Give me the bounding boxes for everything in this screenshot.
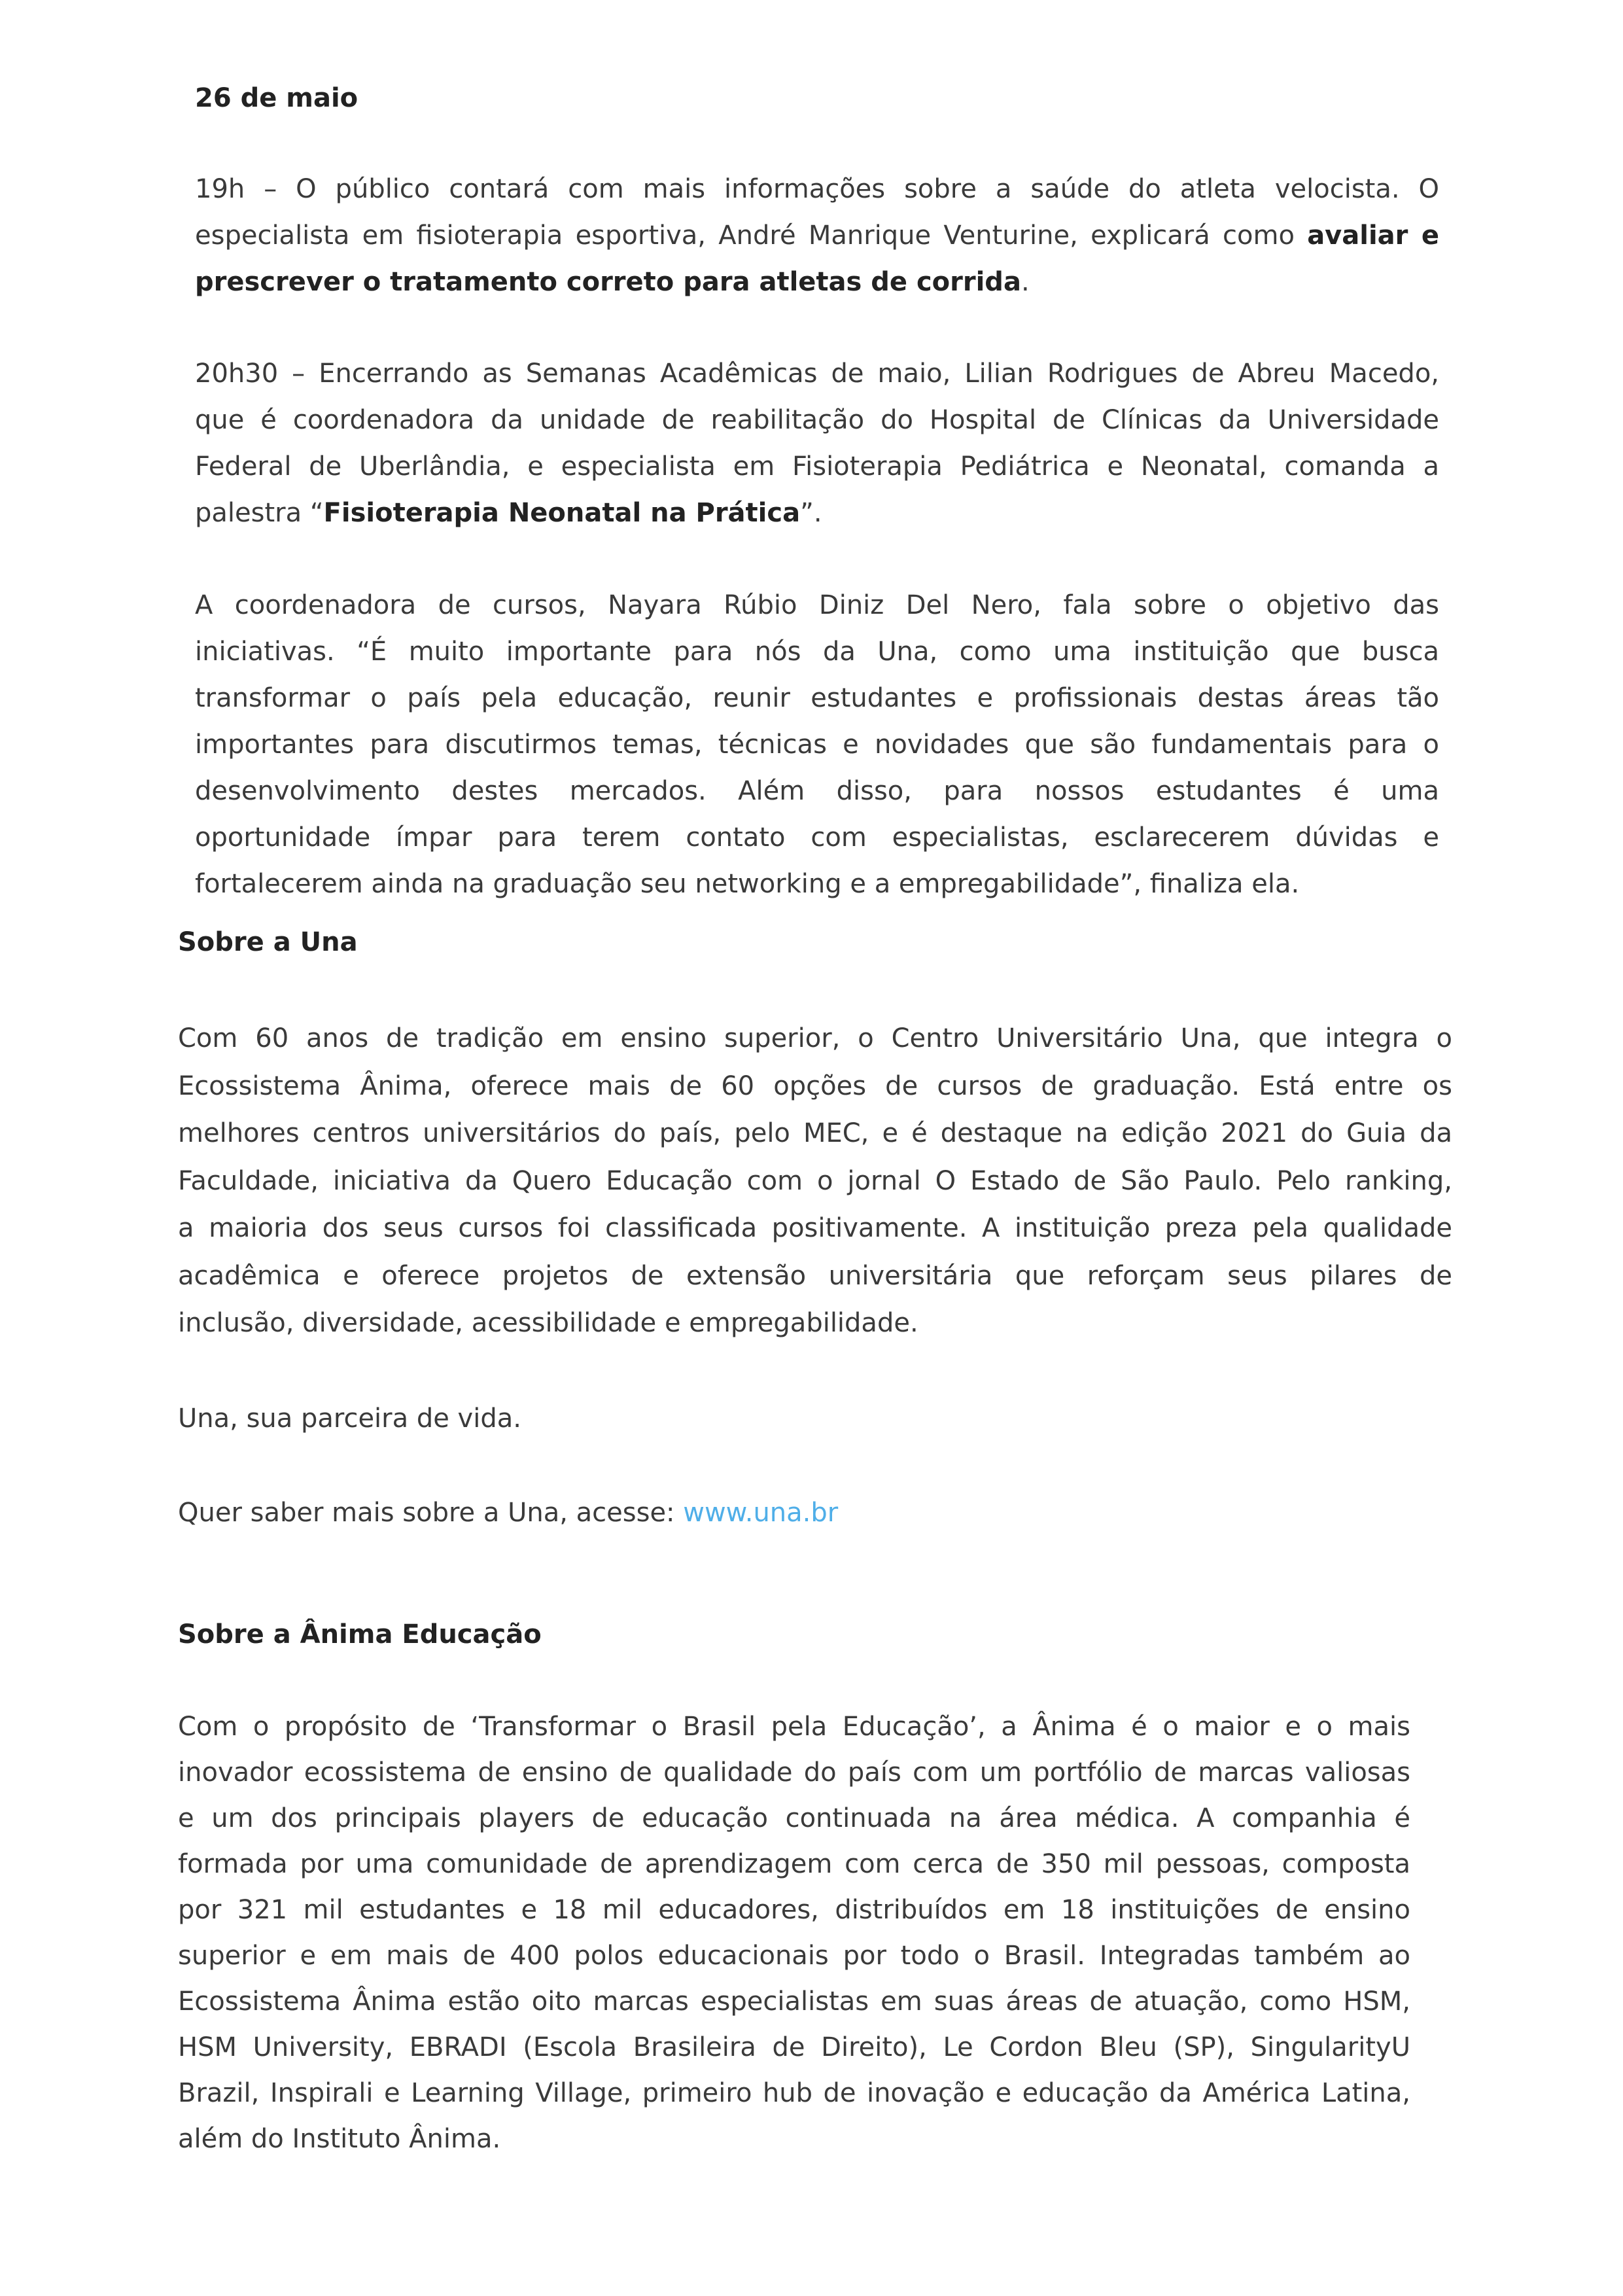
date-heading: 26 de maio — [195, 83, 358, 113]
talk-20h30-paragraph — [195, 351, 1439, 537]
paragraph-line: fortalecerem ainda na graduação seu networking e a empregabilidade”, finaliza ela. — [195, 869, 1300, 899]
paragraph-line: Federal de Uberlândia, e especialista em Fisioterapia Pediátrica e Neonatal, comanda a — [195, 451, 1439, 482]
line-text: . — [1021, 267, 1030, 297]
paragraph-line: Com o propósito de ‘Transformar o Brasil pela Educação’, a Ânima é o maior e o mais — [178, 1712, 1410, 1742]
more-info-text: Quer saber mais sobre a Una, acesse: — [178, 1498, 684, 1528]
paragraph-line: por 321 mil estudantes e 18 mil educadores, distribuídos em 18 instituições de ensino — [178, 1895, 1410, 1925]
paragraph-line: além do Instituto Ânima. — [178, 2124, 501, 2154]
paragraph-line: Brazil, Inspirali e Learning Village, primeiro hub de inovação e educação da América Latina, — [178, 2078, 1410, 2108]
paragraph-line: que é coordenadora da unidade de reabilitação do Hospital de Clínicas da Universidade — [195, 405, 1439, 435]
more-info-line — [178, 1490, 838, 1536]
about-anima-paragraph — [178, 1704, 1410, 2162]
paragraph-line: inclusão, diversidade, acessibilidade e empregabilidade. — [178, 1308, 918, 1338]
paragraph-line: 20h30 – Encerrando as Semanas Acadêmicas de maio, Lilian Rodrigues de Abreu Macedo, — [195, 359, 1439, 389]
paragraph-line: a maioria dos seus cursos foi classificada positivamente. A instituição preza pela qualidade — [178, 1213, 1452, 1243]
paragraph-line: inovador ecossistema de ensino de qualidade do país com um portfólio de marcas valiosas — [178, 1757, 1410, 1788]
line-text: palestra “ — [195, 498, 324, 528]
line-text: ”. — [800, 498, 822, 528]
bold-text: avaliar e — [1307, 221, 1439, 251]
bold-text: prescrever o tratamento correto para atletas de corrida — [195, 267, 1021, 297]
paragraph-line: Com 60 anos de tradição em ensino superior, o Centro Universitário Una, que integra o — [178, 1023, 1452, 1053]
paragraph-line: oportunidade ímpar para terem contato com especialistas, esclarecerem dúvidas e — [195, 822, 1439, 853]
paragraph-line: Ecossistema Ânima, oferece mais de 60 opções de cursos de graduação. Está entre os — [178, 1070, 1452, 1101]
una-slogan: Una, sua parceira de vida. — [178, 1404, 521, 1434]
line-text: especialista em fisioterapia esportiva, André Manrique Venturine, explicará como — [195, 221, 1308, 251]
paragraph-line — [195, 213, 1439, 259]
paragraph-line: Faculdade, iniciativa da Quero Educação com o jornal O Estado de São Paulo. Pelo ranking, — [178, 1165, 1452, 1196]
paragraph-line — [195, 490, 1439, 537]
paragraph-line: HSM University, EBRADI (Escola Brasileira de Direito), Le Cordon Bleu (SP), SingularityU — [178, 2032, 1410, 2062]
paragraph-line: transformar o país pela educação, reunir estudantes e profissionais destas áreas tão — [195, 683, 1439, 713]
about-anima-heading: Sobre a Ânima Educação — [178, 1619, 542, 1650]
paragraph-line: A coordenadora de cursos, Nayara Rúbio Diniz Del Nero, fala sobre o objetivo das — [195, 590, 1439, 620]
una-website-link[interactable]: www.una.br — [683, 1498, 839, 1528]
about-una-paragraph — [178, 1015, 1452, 1347]
talk-19h-paragraph — [195, 166, 1439, 306]
paragraph-line: acadêmica e oferece projetos de extensão universitária que reforçam seus pilares de — [178, 1260, 1452, 1291]
talk-title: Fisioterapia Neonatal na Prática — [323, 498, 801, 528]
paragraph-line: melhores centros universitários do país, pelo MEC, e é destaque na edição 2021 do Guia da — [178, 1118, 1452, 1148]
coordinator-quote-paragraph — [195, 582, 1439, 908]
paragraph-line: superior e em mais de 400 polos educacionais por todo o Brasil. Integradas também ao — [178, 1941, 1410, 1971]
paragraph-line: e um dos principais players de educação continuada na área médica. A companhia é — [178, 1803, 1410, 1833]
paragraph-line: iniciativas. “É muito importante para nós da Una, como uma instituição que busca — [195, 637, 1439, 667]
about-una-heading: Sobre a Una — [178, 927, 358, 957]
paragraph-line — [195, 259, 1439, 306]
paragraph-line: importantes para discutirmos temas, técnicas e novidades que são fundamentais para o — [195, 730, 1439, 760]
paragraph-line: formada por uma comunidade de aprendizagem com cerca de 350 mil pessoas, composta — [178, 1849, 1410, 1879]
line-text: 19h – O público contará com mais informações sobre a saúde do atleta velocista. O — [195, 174, 1439, 204]
paragraph-line: Ecossistema Ânima estão oito marcas especialistas em suas áreas de atuação, como HSM, — [178, 1987, 1410, 2017]
paragraph-line: desenvolvimento destes mercados. Além disso, para nossos estudantes é uma — [195, 776, 1439, 806]
paragraph-line — [195, 166, 1439, 213]
